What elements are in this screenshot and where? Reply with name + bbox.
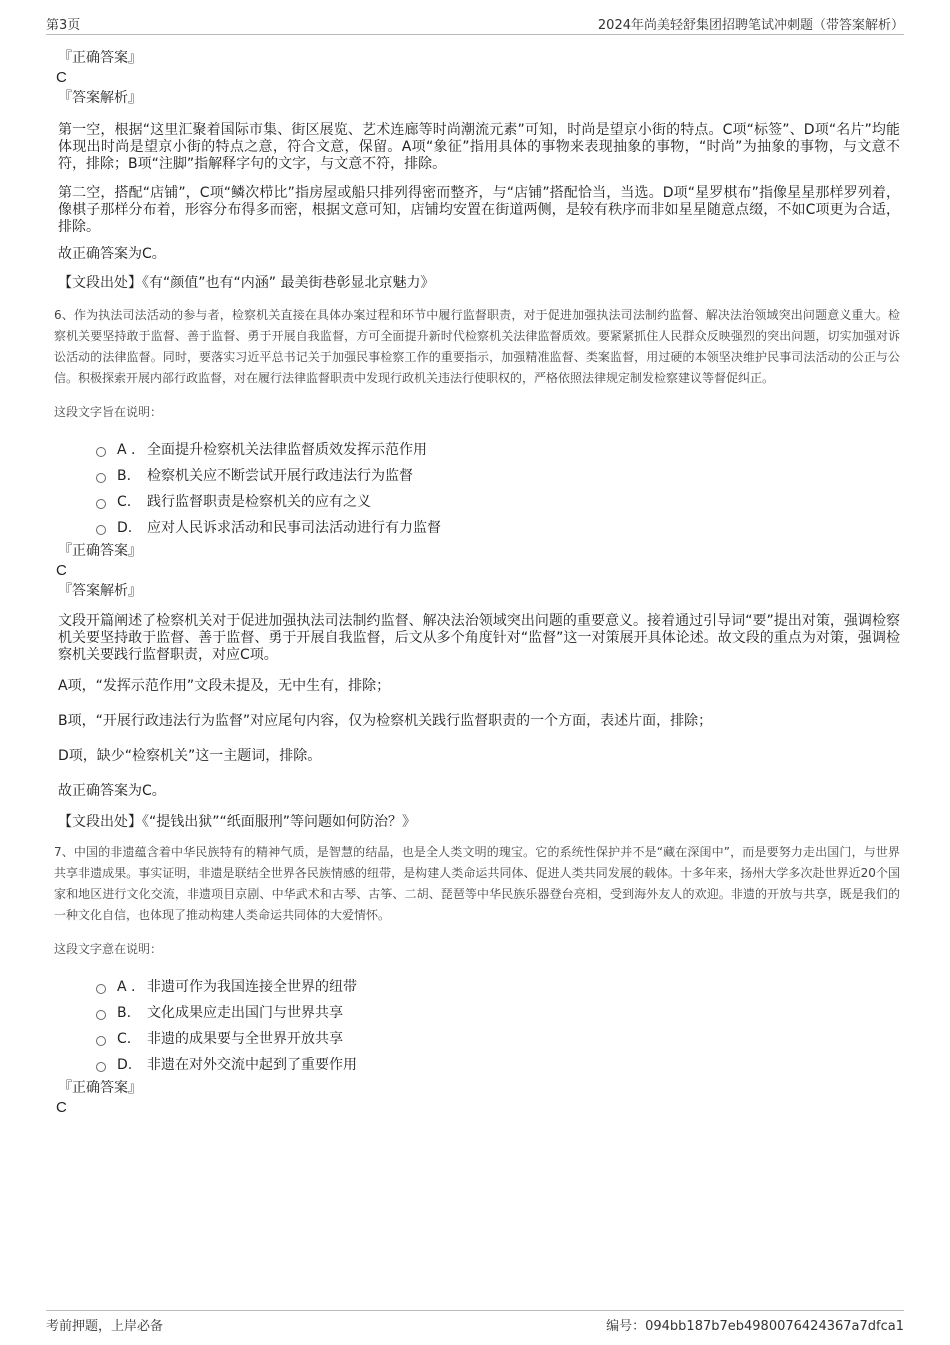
option-d[interactable]	[96, 515, 900, 541]
radio-button[interactable]	[96, 499, 106, 509]
option-letter: C.	[117, 1031, 132, 1047]
option-d[interactable]	[96, 1052, 900, 1078]
option-a[interactable]	[96, 974, 900, 1000]
option-text: 应对人民诉求活动和民事司法活动进行有力监督	[147, 520, 441, 536]
radio-button[interactable]	[96, 984, 106, 994]
radio-button[interactable]	[96, 1062, 106, 1072]
answer-label: 『正确答案』	[58, 543, 142, 559]
option-letter: D.	[117, 520, 133, 536]
radio-button[interactable]	[96, 473, 106, 483]
document-id: 编号：094bb187b7eb4980076424367a7dfca1	[606, 1319, 904, 1334]
source-citation: 【文段出处】《有“颜值”也有“内涵” 最美街巷彰显北京魅力》	[58, 275, 435, 291]
option-text: 检察机关应不断尝试开展行政违法行为监督	[147, 468, 413, 484]
option-text: 非遗在对外交流中起到了重要作用	[147, 1057, 357, 1073]
radio-button[interactable]	[96, 1010, 106, 1020]
option-text: 非遗的成果要与全世界开放共享	[147, 1031, 343, 1047]
question-6-options	[96, 437, 900, 541]
analysis-paragraph: 文段开篇阐述了检察机关对于促进加强执法司法制约监督、解决法治领域突出问题的重要意义。接着通过引导词“要”提出对策，强调检察机关要坚持敢于监督、善于监督、勇于开展自我监督，后文从多个角度针对“监督”这一对策展开具体论述。故文段的重点为对策，强调检察机关要践行监督职责，对应C项。	[58, 613, 900, 663]
option-a[interactable]	[96, 437, 900, 463]
option-letter: A .	[117, 442, 136, 458]
analysis-conclusion: 故正确答案为C。	[58, 246, 166, 262]
document-title: 2024年尚美轻舒集团招聘笔试冲刺题（带答案解析）	[597, 18, 904, 33]
radio-button[interactable]	[96, 525, 106, 535]
page-header	[46, 14, 904, 35]
answer-label: 『正确答案』	[58, 1080, 142, 1096]
analysis-label: 『答案解析』	[58, 90, 142, 106]
option-text: 非遗可作为我国连接全世界的纽带	[147, 979, 357, 995]
option-text: 全面提升检察机关法律监督质效发挥示范作用	[147, 442, 427, 458]
analysis-paragraph: B项，“开展行政违法行为监督”对应尾句内容，仅为检察机关践行监督职责的一个方面，表述片面，排除；	[58, 713, 713, 729]
footer-slogan: 考前押题，上岸必备	[46, 1319, 164, 1334]
option-c[interactable]	[96, 1026, 900, 1052]
analysis-paragraph: D项，缺少“检察机关”这一主题词，排除。	[58, 748, 322, 764]
question-6-prompt: 这段文字旨在说明：	[54, 405, 163, 419]
source-citation: 【文段出处】《“提钱出狱”“纸面服刑”等问题如何防治？》	[58, 814, 417, 830]
option-text: 践行监督职责是检察机关的应有之义	[147, 494, 371, 510]
option-letter: C.	[117, 494, 132, 510]
answer-value: C	[56, 562, 67, 579]
question-6-text: 6、作为执法司法活动的参与者，检察机关直接在具体办案过程和环节中履行监督职责，对于促进加强执法司法制约监督、解决法治领域突出问题意义重大。检察机关要坚持敢于监督、善于监督、勇于开展自我监督，方可全面提升新时代检察机关法律监督质效。要紧紧抓住人民群众反映强烈的突出问题，切实加强对诉讼活动的法律监督。同时，要落实习近平总书记关于加强民事检察工作的重要指示，加强精准监督、类案监督，用过硬的本领坚决维护民事司法活动的公正与公信。积极探索开展内部行政监督，对在履行法律监督职责中发现行政机关违法行使职权的，严格依照法律规定制发检察建议等督促纠正。	[54, 308, 900, 385]
analysis-paragraph: 第二空，搭配“店铺”，C项“鳞次栉比”指房屋或船只排列得密而整齐，与“店铺”搭配恰当，当选。D项“星罗棋布”指像星星那样罗列着，像棋子那样分布着，形容分布得多而密，根据文意可知，店铺均安置在街道两侧，是较有秩序而非如星星随意点缀，不如C项更为合适，排除。	[58, 185, 900, 235]
radio-button[interactable]	[96, 447, 106, 457]
option-letter: B.	[117, 1005, 132, 1021]
answer-value: C	[56, 1099, 67, 1116]
option-letter: A .	[117, 979, 136, 995]
option-b[interactable]	[96, 463, 900, 489]
radio-button[interactable]	[96, 1036, 106, 1046]
option-letter: D.	[117, 1057, 133, 1073]
analysis-paragraph: A项，“发挥示范作用”文段未提及，无中生有，排除；	[58, 678, 391, 694]
document-body	[54, 48, 900, 1118]
question-7-options	[96, 974, 900, 1078]
question-7-prompt: 这段文字意在说明：	[54, 942, 163, 956]
analysis-conclusion: 故正确答案为C。	[58, 783, 166, 799]
option-c[interactable]	[96, 489, 900, 515]
option-text: 文化成果应走出国门与世界共享	[147, 1005, 343, 1021]
option-letter: B.	[117, 468, 132, 484]
analysis-label: 『答案解析』	[58, 583, 142, 599]
answer-value: C	[56, 69, 67, 86]
option-b[interactable]	[96, 1000, 900, 1026]
answer-label: 『正确答案』	[58, 50, 142, 66]
question-7-text: 7、中国的非遗蕴含着中华民族特有的精神气质，是智慧的结晶，也是全人类文明的瑰宝。它的系统性保护并不是“藏在深闺中”，而是要努力走出国门，与世界共享非遗成果。事实证明，非遗是联结全世界各民族情感的纽带，是构建人类命运共同体、促进人类共同发展的载体。十多年来，扬州大学多次赴世界近20个国家和地区进行文化交流，非遗项目京剧、中华武术和古琴、古筝、二胡、琵琶等中华民族乐器登台亮相，受到海外友人的欢迎。非遗的开放与共享，既是我们的一种文化自信，也体现了推动构建人类命运共同体的大爱情怀。	[54, 845, 900, 922]
page-number: 第3页	[46, 18, 81, 33]
page-footer	[46, 1310, 904, 1337]
analysis-paragraph: 第一空，根据“这里汇聚着国际市集、街区展览、艺术连廊等时尚潮流元素”可知，时尚是望京小街的特点。C项“标签”、D项“名片”均能体现出时尚是望京小街的特点之意，符合文意，保留。A项“象征”指用具体的事物来表现抽象的事物，“时尚”为抽象的事物，与文意不符，排除；B项“注脚”指解释字句的文字，与文意不符，排除。	[58, 122, 900, 172]
